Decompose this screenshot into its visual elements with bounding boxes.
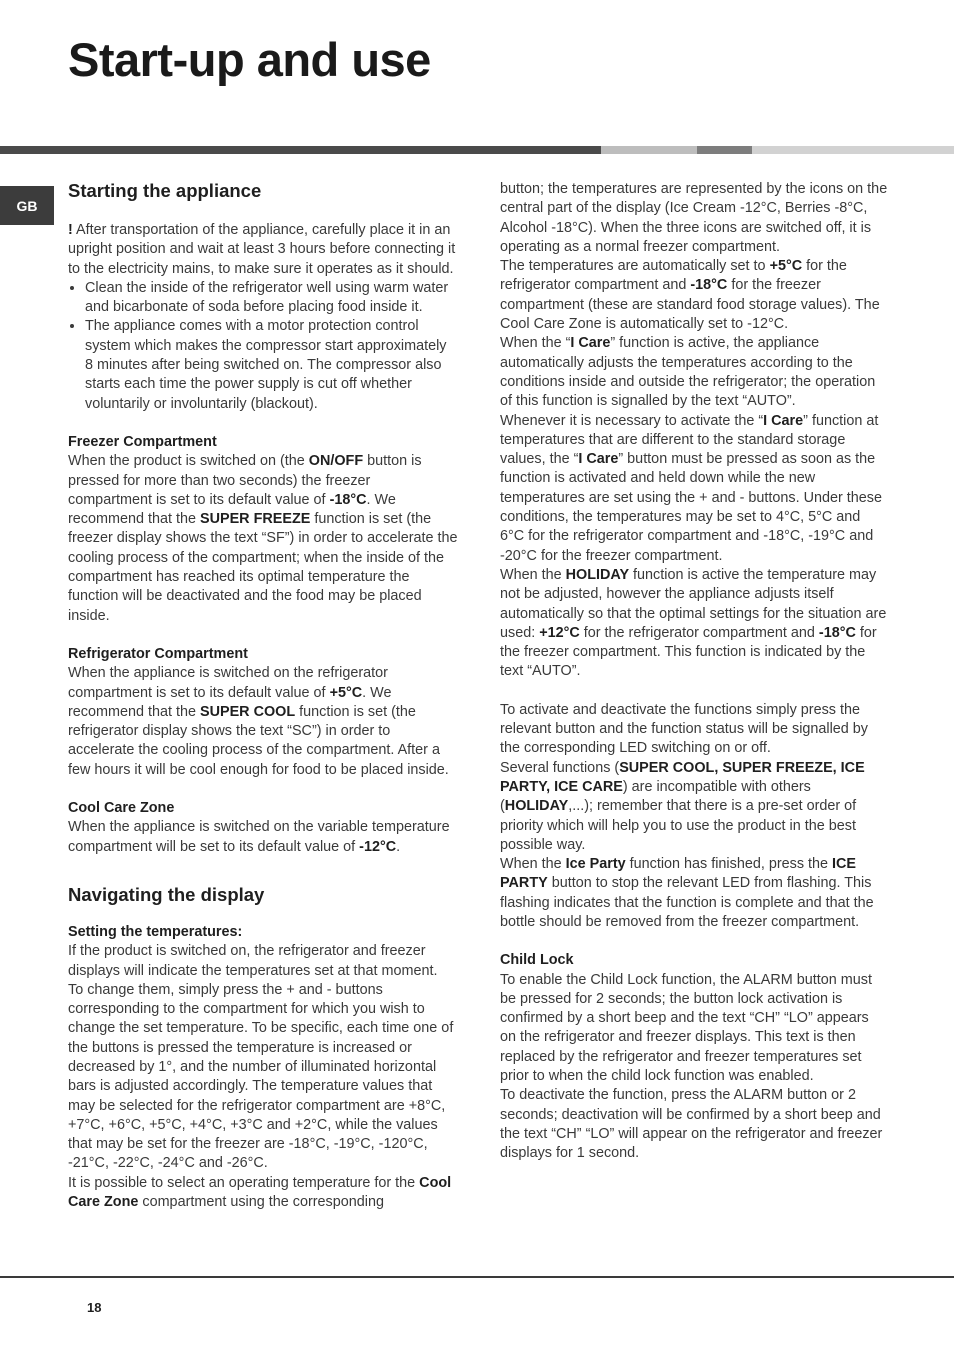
left-column [68, 180, 458, 1212]
child-lock-paragraph-2: To deactivate the function, press the ALARM button or 2 seconds; deactivation will be confirmed by a short beep and the text “CH” “LO” will appear on the refrigerator and freezer displays for 1 second. [500, 1087, 883, 1162]
auto-temperature-paragraph: The temperatures are automatically set to +5°C for the refrigerator compartment and -18°C for the freezer compartment (these are standard food storage values). The Cool Care Zone is automatically set to -12°C. [500, 258, 880, 333]
child-lock-paragraph-1: To enable the Child Lock function, the ALARM button must be pressed for 2 seconds; the button lock activation is confirmed by a short beep and the text “CH” “LO” appears on the refrigerator and freezer displays. This text is then replaced by the refrigerator and freezer temperatures set prior to when the child lock function was enabled. [500, 971, 872, 1085]
header-rule-dark [0, 146, 601, 154]
subheading-freezer: Freezer Compartment [68, 433, 217, 450]
footer-rule [0, 1276, 954, 1278]
freezer-paragraph: When the product is switched on (the ON/OFF button is pressed for more than two seconds) the freezer compartment is set to its default value of -18°C. We recommend that the SUPER FREEZE function is set (the freezer display shows the text “SF”) in order to accelerate the cooling process of the compartment; when the inside of the compartment has reached its optimal temperature the function will be deactivated and the food may be placed inside. [68, 453, 458, 624]
section-heading-starting: Starting the appliance [68, 180, 262, 201]
subheading-refrigerator: Refrigerator Compartment [68, 645, 248, 662]
subheading-setting-temperatures: Setting the temperatures: [68, 923, 243, 940]
navigating-paragraph-3: It is possible to select an operating temperature for the Cool Care Zone compartment using the corresponding [68, 1174, 452, 1211]
holiday-paragraph: When the HOLIDAY function is active the temperature may not be adjusted, however the appliance adjusts itself automatically so that the optimal settings for the situation are used: +12°C for the refrigerator compartment and -18°C for the freezer compartment. This function is indicated by the text “AUTO”. [500, 566, 887, 680]
warning-paragraph: ! After transportation of the appliance, carefully place it in an upright position and wait at least 3 hours before connecting it to the electricity mains, to make sure it operates as it should. [68, 222, 456, 277]
cool-care-paragraph: When the appliance is switched on the variable temperature compartment will be set to its default value of -12°C. [68, 819, 450, 855]
continuation-paragraph: button; the temperatures are represented by the icons on the central part of the display (Ice Cream -12°C, Berries -8°C, Alcohol -18°C). When the three icons are switched off, it is operating as a normal freezer compartment. [500, 181, 888, 255]
list-item: • Clean the inside of the refrigerator well using warm water and bicarbonate of soda before placing food inside it. [85, 279, 458, 318]
incompatible-paragraph: Several functions (SUPER COOL, SUPER FREEZE, ICE PARTY, ICE CARE) are incompatible with others (HOLIDAY,...); remember that there is a pre-set order of priority which will help you to use the product in the best possible way. [500, 759, 865, 853]
subheading-cool-care: Cool Care Zone [68, 800, 175, 817]
header-rule-mid [697, 146, 752, 154]
subheading-child-lock: Child Lock [500, 952, 574, 969]
icare-paragraph-2: Whenever it is necessary to activate the “I Care” function at temperatures that are different to the standard storage values, the “I Care” button must be pressed as soon as the function is activated and held down while the new temperatures are set using the + and - buttons. Under these conditions, the temperatures may be set to 4°C, 5°C and 6°C for the refrigerator compartment and -18°C, -19°C and -20°C for the freezer compartment. [500, 412, 882, 564]
navigating-paragraph-2: To change them, simply press the + and - buttons corresponding to the compartment for which you wish to change the set temperature. To be specific, each time one of the buttons is pressed the temperature is increased or decreased by 1°, and the number of illuminated horizontal bars is adjusted accordingly. The temperature values that may be selected for the refrigerator compartment are +8°C, +7°C, +6°C, +5°C, +4°C, +3°C and +2°C, while the values that may be set for the freezer are -18°C, -19°C, -120°C, -21°C, -22°C, -24°C and -26°C. [68, 981, 454, 1172]
refrigerator-paragraph: When the appliance is switched on the refrigerator compartment is set to its default value of +5°C. We recommend that the SUPER COOL function is set (the refrigerator display shows the text “SC”) in order to accelerate the cooling process of the compartment. After a few hours it will be cool enough for food to be placed inside. [68, 665, 449, 778]
header-rule-light [601, 146, 697, 154]
page-title: Start-up and use [68, 33, 431, 86]
section-heading-navigating: Navigating the display [68, 883, 265, 905]
header-rule-pale [752, 146, 954, 154]
ice-party-paragraph: When the Ice Party function has finished, press the ICE PARTY button to stop the relevant LED from flashing. This flashing indicates that the function is complete and that the bottle should be removed from the freezer compartment. [500, 856, 874, 930]
list-item: • The appliance comes with a motor protection control system which makes the compressor start approximately 8 minutes after being switched on. The compressor also starts each time the power supply is cut off whether voluntarily or involuntarily (blackout). [85, 317, 458, 413]
starting-bullet-list [68, 279, 458, 414]
navigating-paragraph-1: If the product is switched on, the refrigerator and freezer displays will indicate the temperatures set at that moment. [68, 943, 438, 979]
right-column [500, 180, 888, 1164]
language-tab: GB [0, 186, 54, 225]
activate-paragraph: To activate and deactivate the functions simply press the relevant button and the function status will be signalled by the corresponding LED switching on or off. [500, 701, 868, 757]
page-number: 18 [87, 1300, 102, 1315]
warning-icon: ! [68, 222, 73, 238]
icare-paragraph-1: When the “I Care” function is active, the appliance automatically adjusts the temperatures according to the conditions inside and outside the refrigerator; the operation of this function is signalled by the text “AUTO”. [500, 335, 876, 410]
